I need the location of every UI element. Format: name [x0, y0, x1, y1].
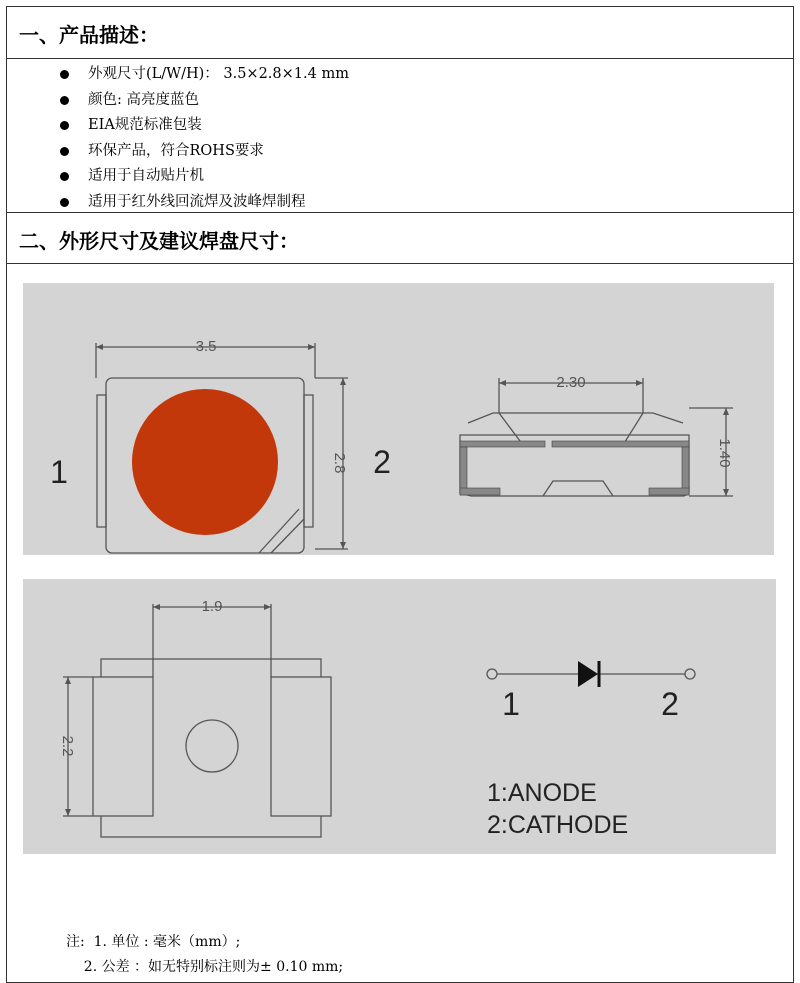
anode-terminal — [487, 669, 497, 679]
terminal-left — [97, 395, 106, 527]
notes — [66, 930, 343, 980]
legend-cathode: 2:CATHODE — [487, 811, 629, 839]
package-drawing-panel — [23, 283, 774, 555]
feature-text: 颜色: 高亮度蓝色 — [88, 91, 199, 108]
section-title: 二、外形尺寸及建议焊盘尺寸： — [19, 229, 299, 253]
legend-anode: 1:ANODE — [487, 779, 597, 807]
dim-length-label: 3.5 — [195, 338, 217, 355]
note-tolerance: 2. 公差 ：如无特别标注则为± 0.10 mm; — [66, 959, 344, 975]
dim-pad-height-label: 2.2 — [59, 735, 76, 757]
cathode-pin-label: 2 — [661, 686, 679, 722]
dim-width-label: 2.8 — [331, 452, 348, 474]
list-item — [60, 164, 349, 190]
bullet-icon — [60, 70, 69, 79]
feature-list — [60, 62, 349, 215]
pad-layout-drawing — [23, 579, 776, 854]
list-item — [60, 62, 349, 88]
package-drawing — [23, 283, 774, 555]
pad-layout-panel — [23, 579, 776, 854]
dim-height-label: 1.40 — [716, 438, 733, 468]
anode-pin-label: 1 — [502, 686, 520, 722]
list-item — [60, 139, 349, 165]
pin-2-label: 2 — [373, 444, 391, 480]
lead-frame-right — [552, 441, 689, 447]
section-header-description — [7, 7, 793, 59]
solder-pad-left — [93, 677, 153, 816]
terminal-right — [304, 395, 313, 527]
solder-pad-right — [271, 677, 331, 816]
note-units: 注: 1. 单位 : 毫米（mm）; — [66, 934, 241, 950]
feature-text: 外观尺寸(L/W/H)： 3.5×2.8×1.4 mm — [88, 66, 349, 82]
list-item — [60, 88, 349, 114]
cathode-terminal — [685, 669, 695, 679]
bullet-icon — [60, 198, 69, 207]
bullet-icon — [60, 172, 69, 181]
center-hole — [186, 720, 238, 772]
pin-1-label: 1 — [50, 454, 68, 490]
section-title: 一、产品描述： — [19, 23, 159, 47]
list-item — [60, 113, 349, 139]
dim-gap-label: 1.9 — [201, 598, 223, 615]
feature-text: 环保产品，符合ROHS要求 — [88, 142, 264, 159]
lead-frame-left — [460, 441, 545, 447]
feature-text: 适用于自动贴片机 — [88, 168, 204, 184]
diode-symbol-icon — [578, 661, 598, 687]
bullet-icon — [60, 147, 69, 156]
dim-span-label: 2.30 — [556, 374, 586, 391]
feature-text: 适用于红外线回流焊及波峰焊制程 — [88, 193, 306, 210]
bullet-icon — [60, 96, 69, 105]
feature-text: EIA规范标准包装 — [88, 117, 202, 133]
section-header-dimensions — [7, 212, 793, 264]
bullet-icon — [60, 121, 69, 130]
led-lens — [132, 389, 278, 535]
